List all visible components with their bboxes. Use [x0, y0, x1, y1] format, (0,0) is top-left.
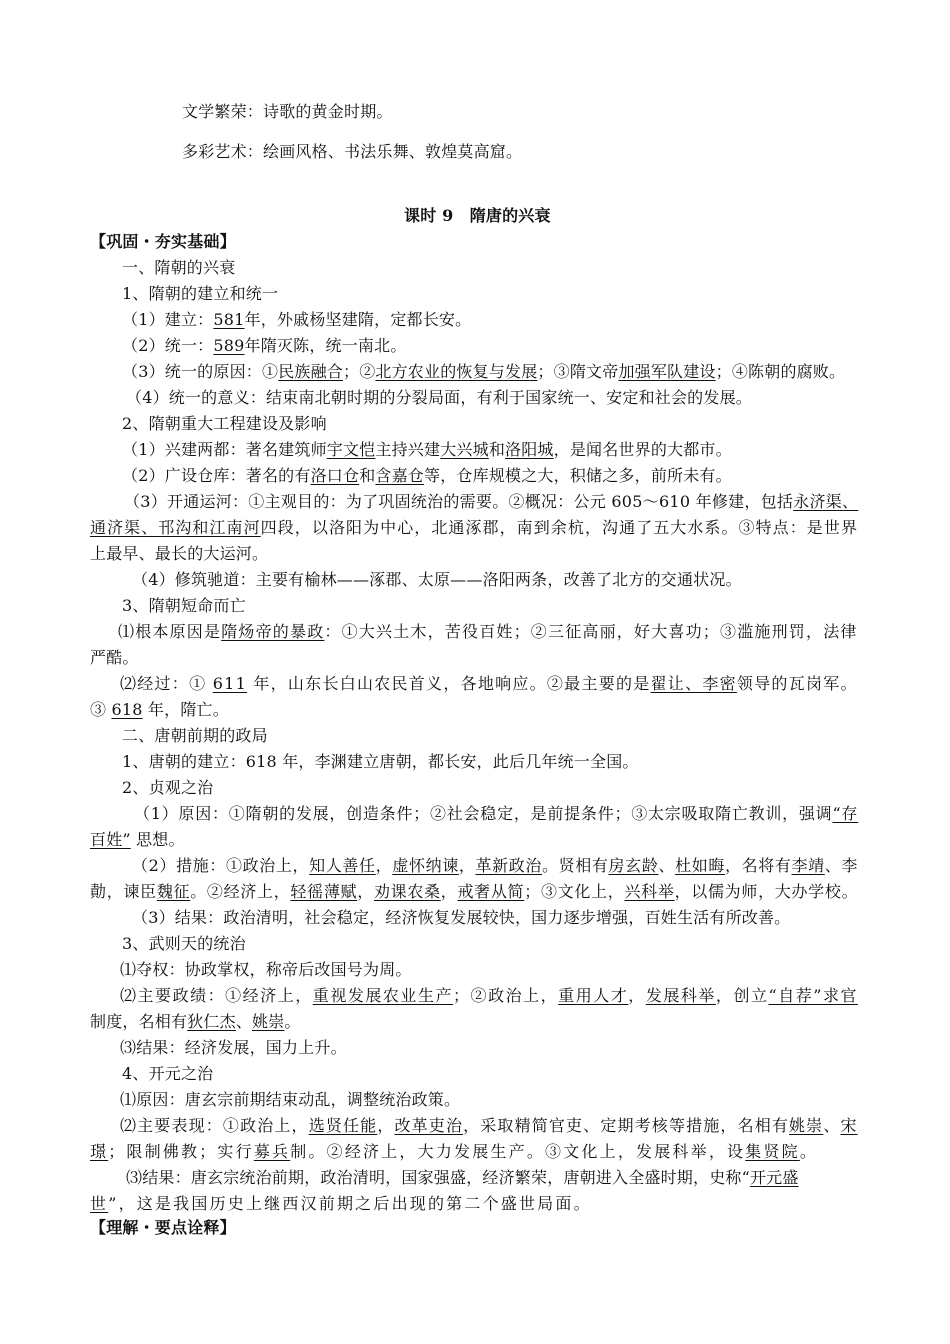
- text-segment: ：①大兴土木，苦役百姓；②三征高丽，好大喜功；③滥施刑罚，法律: [324, 622, 858, 641]
- body-line: [122, 284, 278, 304]
- body-line: [122, 1064, 213, 1084]
- underlined-answer: 百姓”: [90, 830, 131, 849]
- text-segment: （4）统一的意义：结束南北朝时期的分裂局面，有利于国家统一、安定和社会的发展。: [126, 388, 752, 407]
- text-segment: ，: [377, 1116, 395, 1135]
- underlined-answer: 狄仁杰: [187, 1012, 236, 1031]
- underlined-answer: 集贤院: [745, 1142, 800, 1161]
- underlined-answer: 重用人才: [558, 986, 629, 1005]
- underlined-answer: 民族融合: [278, 362, 343, 381]
- underlined-answer: “存: [832, 804, 859, 823]
- underlined-answer: 北方农业的恢复与发展: [375, 362, 538, 381]
- underlined-answer: 虚怀纳谏: [392, 856, 459, 875]
- body-line: [90, 1012, 301, 1032]
- text-segment: ；限制佛教；实行: [108, 1142, 254, 1161]
- body-line: [122, 440, 732, 460]
- text-segment: 、李: [824, 856, 859, 875]
- body-line: [120, 960, 412, 980]
- text-segment: ，名将有: [725, 856, 792, 875]
- text-segment: 1、隋朝的建立和统一: [122, 284, 279, 303]
- text-segment: （3）开通运河：①主观目的：为了巩固统治的需要。②概况：公元 605～610 年修建，包括: [124, 492, 794, 511]
- body-line: [122, 726, 268, 746]
- intro-line-2: 多彩艺术：绘画风格、书法乐舞、敦煌莫高窟。: [182, 142, 523, 161]
- underlined-answer: 戒奢从简: [457, 882, 525, 901]
- text-segment: ⑶结果：经济发展，国力上升。: [120, 1038, 347, 1057]
- text-segment: ⑵主要政绩：①经济上，: [120, 986, 313, 1005]
- text-segment: ⑵经过：①: [120, 674, 213, 693]
- text-segment: 2、隋朝重大工程建设及影响: [122, 414, 327, 433]
- text-segment: 年隋灭陈，统一南北。: [244, 336, 407, 355]
- body-line: [122, 414, 327, 434]
- underlined-answer: 永济渠、: [793, 492, 859, 511]
- text-segment: 和: [359, 466, 376, 485]
- text-segment: ⑴原因：唐玄宗前期结束动乱，调整统治政策。: [120, 1090, 461, 1109]
- body-line: [122, 310, 471, 330]
- text-segment: ③: [90, 700, 112, 719]
- underlined-answer: 通济渠、邗沟和江南河: [90, 518, 261, 537]
- underlined-answer: 589: [213, 336, 245, 355]
- text-segment: 严酷。: [90, 648, 139, 667]
- text-segment: 年，外戚杨坚建隋，定都长安。: [244, 310, 472, 329]
- text-segment: （3）统一的原因：①: [122, 362, 279, 381]
- text-segment: ，: [375, 856, 393, 875]
- underlined-answer: 改革吏治: [394, 1116, 464, 1135]
- text-segment: ，: [458, 856, 476, 875]
- body-line: [122, 752, 639, 772]
- text-segment: （4）修筑驰道：主要有榆林——涿郡、太原——洛阳两条，改善了北方的交通状况。: [132, 570, 742, 589]
- body-line: [90, 1194, 592, 1214]
- body-line: [122, 336, 407, 356]
- body-line: [134, 804, 858, 824]
- underlined-answer: 兴科举: [624, 882, 675, 901]
- underlined-answer: 581: [213, 310, 245, 329]
- text-segment: 。②经济上，: [190, 882, 291, 901]
- section-heading-understand: 【理解・要点诠释】: [90, 1218, 236, 1237]
- underlined-answer: 洛阳城: [505, 440, 554, 459]
- text-segment: 。: [284, 1012, 301, 1031]
- underlined-answer: 宇文恺: [326, 440, 376, 459]
- underlined-answer: 李靖: [791, 856, 825, 875]
- underlined-answer: 加强军队建设: [618, 362, 716, 381]
- body-line: [90, 1142, 818, 1162]
- body-line: [122, 596, 246, 616]
- body-line: [132, 856, 858, 876]
- text-segment: ⑴根本原因是: [118, 622, 222, 641]
- body-line: [122, 466, 732, 486]
- text-segment: 。贤相有: [542, 856, 609, 875]
- underlined-answer: 含嘉仓: [375, 466, 425, 485]
- text-segment: 等，仓库规模之大，积储之多，前所未有。: [424, 466, 732, 485]
- text-segment: ；②政治上，: [453, 986, 559, 1005]
- underlined-answer: 洛口仓: [310, 466, 360, 485]
- underlined-answer: 611: [212, 674, 248, 693]
- body-line: [90, 544, 268, 564]
- text-segment: 四段，以洛阳为中心，北通涿郡，南到余杭，沟通了五大水系。③特点：是世界: [260, 518, 859, 537]
- text-segment: 、: [823, 1116, 841, 1135]
- text-segment: ，: [628, 986, 646, 1005]
- underlined-answer: 世: [90, 1194, 109, 1213]
- text-segment: 。: [799, 1142, 819, 1161]
- underlined-answer: 选贤任能: [308, 1116, 378, 1135]
- body-line: [122, 778, 213, 798]
- body-line: [118, 622, 858, 642]
- text-segment: 年，隋亡。: [142, 700, 229, 719]
- text-segment: ，创立: [715, 986, 769, 1005]
- intro-line-1: 文学繁荣：诗歌的黄金时期。: [182, 102, 393, 121]
- text-segment: 4、开元之治: [122, 1064, 214, 1083]
- underlined-answer: 劝课农桑: [373, 882, 441, 901]
- body-line: [124, 492, 858, 512]
- text-segment: ⑵主要表现：①政治上，: [120, 1116, 309, 1135]
- underlined-answer: 募兵: [253, 1142, 291, 1161]
- underlined-answer: 杜如晦: [675, 856, 725, 875]
- text-segment: 二、唐朝前期的政局: [122, 726, 268, 745]
- text-segment: 、: [235, 1012, 253, 1031]
- text-segment: 制度，名相有: [90, 1012, 188, 1031]
- body-line: [126, 388, 752, 408]
- body-line: [122, 258, 235, 278]
- text-segment: ，: [357, 882, 374, 901]
- underlined-answer: 姚崇: [789, 1116, 824, 1135]
- underlined-answer: 宋: [840, 1116, 858, 1135]
- text-segment: （3）结果：政治清明，社会稳定，经济恢复发展较快，国力逐步增强，百姓生活有所改善。: [132, 908, 791, 927]
- underlined-answer: 发展科举: [645, 986, 716, 1005]
- body-line: [90, 700, 229, 720]
- text-segment: ⑴夺权：协政掌权，称帝后改国号为周。: [120, 960, 412, 979]
- body-line: [90, 648, 139, 668]
- text-segment: （2）措施：①政治上，: [132, 856, 310, 875]
- text-segment: （1）兴建两都：著名建筑师: [122, 440, 327, 459]
- body-line: [120, 1116, 858, 1136]
- underlined-answer: 知人善任: [309, 856, 376, 875]
- text-segment: ；②: [343, 362, 376, 381]
- body-line: [120, 674, 858, 694]
- body-line: [120, 1090, 460, 1110]
- text-segment: （2）统一：: [122, 336, 214, 355]
- text-segment: ；③文化上，: [524, 882, 625, 901]
- underlined-answer: 重视发展农业生产: [312, 986, 454, 1005]
- section-heading-consolidate: 【巩固・夯实基础】: [90, 232, 236, 251]
- underlined-answer: 开元盛: [749, 1168, 799, 1187]
- body-line: [132, 570, 742, 590]
- text-segment: 一、隋朝的兴衰: [122, 258, 236, 277]
- text-segment: 上最早、最长的大运河。: [90, 544, 269, 563]
- text-segment: 勣，谏臣: [90, 882, 157, 901]
- body-line: [132, 908, 790, 928]
- text-segment: （2）广设仓库：著名的有: [122, 466, 311, 485]
- text-segment: 2、贞观之治: [122, 778, 214, 797]
- text-segment: ，是闻名世界的大都市。: [553, 440, 732, 459]
- text-segment: 和: [488, 440, 506, 459]
- text-segment: 制。②经济上，大力发展生产。③文化上，发展科举，设: [290, 1142, 746, 1161]
- text-segment: ；③隋文帝: [537, 362, 619, 381]
- text-segment: ，以儒为师，大办学校。: [674, 882, 859, 901]
- body-line: [122, 362, 845, 382]
- text-segment: 思想。: [130, 830, 185, 849]
- text-segment: ”，这是我国历史上继西汉前期之后出现的第二个盛世局面。: [108, 1194, 592, 1213]
- body-line: [120, 1038, 347, 1058]
- text-segment: ，: [440, 882, 458, 901]
- body-line: [126, 1168, 799, 1188]
- text-segment: （1）原因：①隋朝的发展，创造条件；②社会稳定，是前提条件；③太宗吸取隋亡教训，强调: [134, 804, 833, 823]
- underlined-answer: 大兴城: [440, 440, 489, 459]
- lesson-title: 课时 9 隋唐的兴衰: [404, 206, 551, 225]
- body-line: [90, 518, 858, 538]
- text-segment: 3、武则天的统治: [122, 934, 246, 953]
- underlined-answer: 隋炀帝的暴政: [221, 622, 325, 641]
- underlined-answer: “自荐”求官: [768, 986, 859, 1005]
- text-segment: 3、隋朝短命而亡: [122, 596, 246, 615]
- underlined-answer: 轻徭薄赋: [290, 882, 358, 901]
- body-line: [90, 830, 185, 850]
- body-line: [120, 986, 858, 1006]
- body-line: [122, 934, 246, 954]
- text-segment: 、: [658, 856, 676, 875]
- text-segment: 年，山东长白山农民首义，各地响应。②最主要的是: [247, 674, 651, 693]
- underlined-answer: 618: [111, 700, 143, 719]
- underlined-answer: 革新政治: [475, 856, 543, 875]
- text-segment: 1、唐朝的建立：618 年，李渊建立唐朝，都长安，此后几年统一全国。: [122, 752, 639, 771]
- text-segment: ；④陈朝的腐败。: [715, 362, 846, 381]
- underlined-answer: 房玄龄: [608, 856, 659, 875]
- text-segment: 主持兴建: [375, 440, 441, 459]
- text-segment: ⑶结果：唐玄宗统治前期，政治清明，国家强盛，经济繁荣，唐朝进入全盛时期，史称“: [126, 1168, 750, 1187]
- underlined-answer: 璟: [90, 1142, 109, 1161]
- underlined-answer: 姚崇: [252, 1012, 285, 1031]
- text-segment: ，采取精简官吏、定期考核等措施，名相有: [463, 1116, 790, 1135]
- text-segment: （1）建立：: [122, 310, 214, 329]
- underlined-answer: 翟让、李密: [650, 674, 737, 693]
- underlined-answer: 魏征: [156, 882, 191, 901]
- body-line: [90, 882, 858, 902]
- text-segment: 领导的瓦岗军。: [736, 674, 858, 693]
